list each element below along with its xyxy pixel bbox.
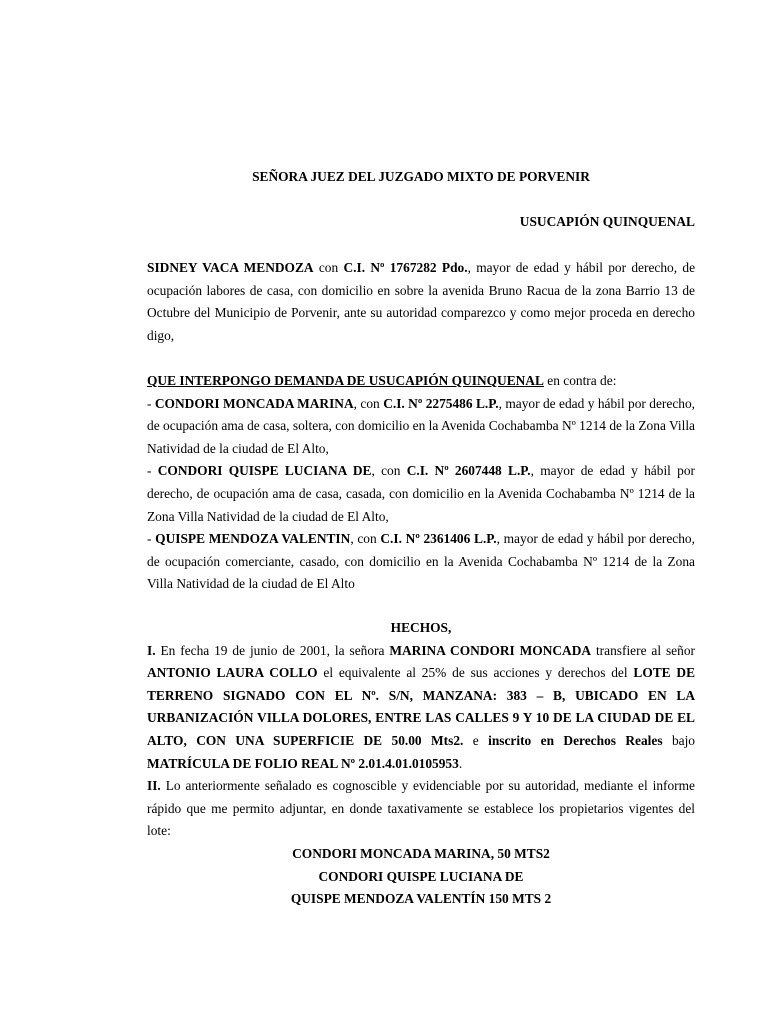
defendant-rest: , mayor de edad y hábil por derecho, de ocupación comerciante, casado, con domicilio en la Avenida Cochabamba Nº 1214 de la Zona Villa Natividad de la ciudad de El Alto [147,531,695,592]
fact-one-text: e [463,732,489,748]
fact-one-text: el equivalente al 25% de sus acciones y derechos del [317,665,634,681]
defendant-rest: , mayor de edad y hábil por derecho, de ocupación ama de casa, soltera, con domicilio en la Avenida Cochabamba Nº 1214 de la Zona Villa Natividad de la ciudad de El Alto, [147,395,696,456]
fact-one-text: . [458,755,463,771]
facts-title-line [147,617,695,640]
defendant-mid: , con [353,395,384,411]
fact-one-text: En fecha 19 de junio de 2001, la señora [155,642,390,658]
addressee-text: SEÑORA JUEZ DEL JUZGADO MIXTO DE PORVENIR [252,169,590,184]
fact-one-bold: MARINA CONDORI MONCADA [389,642,592,658]
defendant-prefix: - [147,395,155,411]
owner-line [147,888,695,911]
defendant-paragraph [147,528,695,596]
fact-one-bold: inscrito en Derechos Reales [488,732,663,748]
demand-title-line [147,370,695,393]
facts-section [147,617,695,911]
fact-one-text: transfiere al señor [591,642,695,658]
fact-two-text: Lo anteriormente señalado es cognoscible y evidenciable por su autoridad, mediante el informe rápido que me permito adjuntar, en donde taxativamente se establece los propietarios vigentes del lote: [147,778,695,839]
defendant-prefix: - [147,463,158,479]
defendant-name: QUISPE MENDOZA VALENTIN [155,531,351,547]
fact-one-bold: ANTONIO LAURA COLLO [147,665,318,681]
demand-section [147,370,695,596]
case-type-text: USUCAPIÓN QUINQUENAL [519,214,695,229]
case-type-heading [147,211,695,234]
fact-one-number: I. [147,642,156,658]
defendant-rest: , mayor de edad y hábil por derecho, de ocupación ama de casa, casada, con domicilio en la Avenida Cochabamba Nº 1214 de la Zona Villa Natividad de la ciudad de El Alto, [147,463,695,524]
owner-text: QUISPE MENDOZA VALENTÍN 150 MTS 2 [290,891,552,907]
plaintiff-name: SIDNEY VACA MENDOZA [147,260,314,275]
fact-two-number: II. [147,778,161,794]
intro-text-1: con [313,260,344,275]
defendant-prefix: - [147,531,156,547]
owner-line [147,843,695,866]
addressee-heading [147,166,695,189]
demand-title: QUE INTERPONGO DEMANDA DE USUCAPIÓN QUINQUENAL [147,373,544,388]
defendant-paragraph [147,393,695,461]
owner-text: CONDORI MONCADA MARINA, 50 MTS2 [292,845,550,861]
demand-text-1: en contra de: [543,373,617,388]
intro-paragraph [147,257,695,347]
fact-one-paragraph [147,640,695,776]
fact-one-bold: LOTE DE TERRENO SIGNADO CON EL Nº. S/N, MANZANA: 383 – B, UBICADO EN LA URBANIZACIÓN VILLA DOLORES, ENTRE LAS CALLES 9 Y 10 DE LA CIUDAD DE EL ALTO, CON UNA SUPERFICIE DE 50.00 Mts2. [147,665,695,748]
fact-one-text: bajo [662,732,696,748]
owner-line [147,866,695,889]
fact-two-paragraph [147,775,695,843]
intro-text-2: , mayor de edad y hábil por derecho, de ocupación labores de casa, con domicilio en sobre la avenida Bruno Racua de la zona Barrio 13 de Octubre del Municipio de Porvenir, ante su autoridad comparezco y como mejor proceda en derecho digo, [147,260,696,343]
defendant-paragraph [147,460,695,528]
defendant-name: CONDORI MONCADA MARINA [154,395,354,411]
defendant-name: CONDORI QUISPE LUCIANA DE [157,463,372,479]
defendant-ci: C.I. Nº 2361406 L.P. [380,531,497,547]
defendant-ci: C.I. Nº 2607448 L.P. [406,463,531,479]
defendant-ci: C.I. Nº 2275486 L.P. [383,395,499,411]
plaintiff-ci: C.I. Nº 1767282 Pdo. [343,260,468,275]
owner-text: CONDORI QUISPE LUCIANA DE [318,868,524,884]
fact-one-bold: MATRÍCULA DE FOLIO REAL Nº 2.01.4.01.0105953 [147,755,459,771]
facts-title: HECHOS, [390,620,452,635]
defendant-mid: , con [371,463,407,479]
defendant-mid: , con [350,531,381,547]
